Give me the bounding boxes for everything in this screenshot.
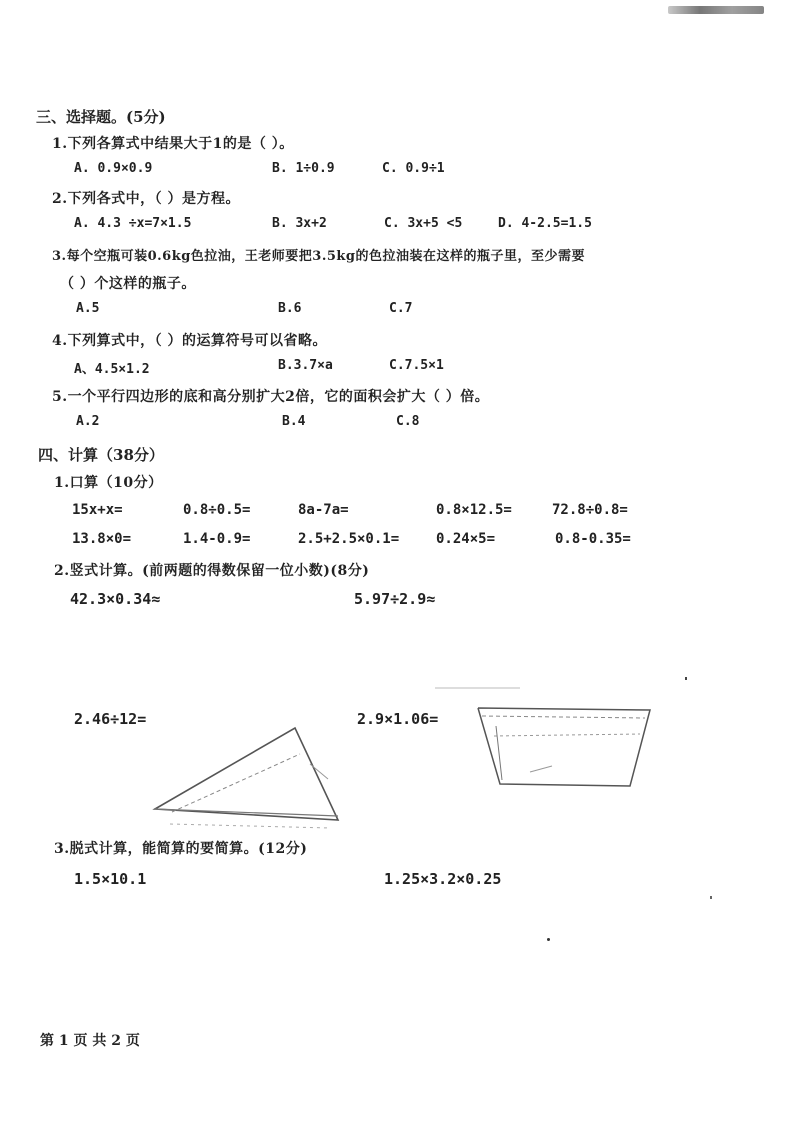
stepwise-item-1: 1.5×10.1 — [74, 870, 147, 888]
question-4-text: 4.下列算式中，（ ）的运算符号可以省略。 — [52, 333, 327, 349]
oral-r2-c5: 0.8-0.35= — [555, 531, 631, 547]
bleed-through-triangle-sketch — [150, 724, 350, 834]
scan-speck — [685, 677, 687, 680]
section-title-choice: 三、选择题。(5分) — [36, 108, 166, 126]
q1-option-b: B. 1÷0.9 — [272, 161, 335, 176]
question-5-text: 5.一个平行四边形的底和高分别扩大2倍，它的面积会扩大（ ）倍。 — [52, 389, 490, 405]
scan-speck — [710, 896, 712, 899]
q2-option-c: C. 3x+5 <5 — [384, 216, 463, 231]
oral-r2-c3: 2.5+2.5×0.1= — [298, 531, 400, 547]
question-1-text: 1.下列各算式中结果大于1的是（ ）。 — [52, 136, 294, 152]
vertical-item-3: 2.46÷12= — [74, 710, 147, 728]
question-2-text: 2.下列各式中，（ ）是方程。 — [52, 191, 240, 207]
oral-r2-c2: 1.4-0.9= — [183, 531, 251, 547]
vertical-item-4: 2.9×1.06= — [357, 710, 439, 728]
question-3-text: 3.每个空瓶可装0.6kg色拉油，王老师要把3.5kg的色拉油装在这样的瓶子里，至少需要 — [52, 249, 585, 264]
oral-r1-c1: 15x+x= — [72, 502, 123, 518]
q5-option-b: B.4 — [282, 414, 306, 429]
q3-option-c: C.7 — [389, 301, 413, 316]
q5-option-c: C.8 — [396, 414, 420, 429]
q2-option-a: A. 4.3 ÷x=7×1.5 — [74, 216, 192, 231]
scan-speck — [547, 938, 550, 941]
oral-r1-c3: 8a-7a= — [298, 502, 349, 518]
q4-option-b: B.3.7×a — [278, 358, 333, 373]
q4-option-a: A、4.5×1.2 — [74, 362, 150, 377]
vertical-calc-title: 2.竖式计算。(前两题的得数保留一位小数)(8分) — [54, 563, 370, 579]
q5-option-a: A.2 — [76, 414, 100, 429]
oral-r2-c1: 13.8×0= — [72, 531, 132, 547]
q3-option-a: A.5 — [76, 301, 100, 316]
stepwise-item-2: 1.25×3.2×0.25 — [384, 870, 502, 888]
q1-option-c: C. 0.9÷1 — [382, 161, 445, 176]
q4-option-c: C.7.5×1 — [389, 358, 444, 373]
q3-option-b: B.6 — [278, 301, 302, 316]
oral-r1-c2: 0.8÷0.5= — [183, 502, 251, 518]
question-3-text-cont: （ ）个这样的瓶子。 — [60, 276, 196, 292]
vertical-item-1: 42.3×0.34≈ — [70, 590, 161, 608]
oral-r2-c4: 0.24×5= — [436, 531, 496, 547]
scan-artifact — [668, 6, 764, 14]
page-footer: 第 1 页 共 2 页 — [40, 1033, 140, 1049]
vertical-item-2: 5.97÷2.9≈ — [354, 590, 436, 608]
section-title-calc: 四、计算（38分） — [38, 446, 164, 464]
oral-r1-c4: 0.8×12.5= — [436, 502, 512, 518]
q1-option-a: A. 0.9×0.9 — [74, 161, 153, 176]
q2-option-d: D. 4-2.5=1.5 — [498, 216, 592, 231]
bleed-through-parallelogram-sketch — [430, 676, 660, 796]
oral-calc-title: 1.口算（10分） — [54, 475, 163, 491]
q2-option-b: B. 3x+2 — [272, 216, 327, 231]
stepwise-calc-title: 3.脱式计算，能简算的要简算。(12分) — [54, 841, 308, 857]
oral-r1-c5: 72.8÷0.8= — [552, 502, 628, 518]
